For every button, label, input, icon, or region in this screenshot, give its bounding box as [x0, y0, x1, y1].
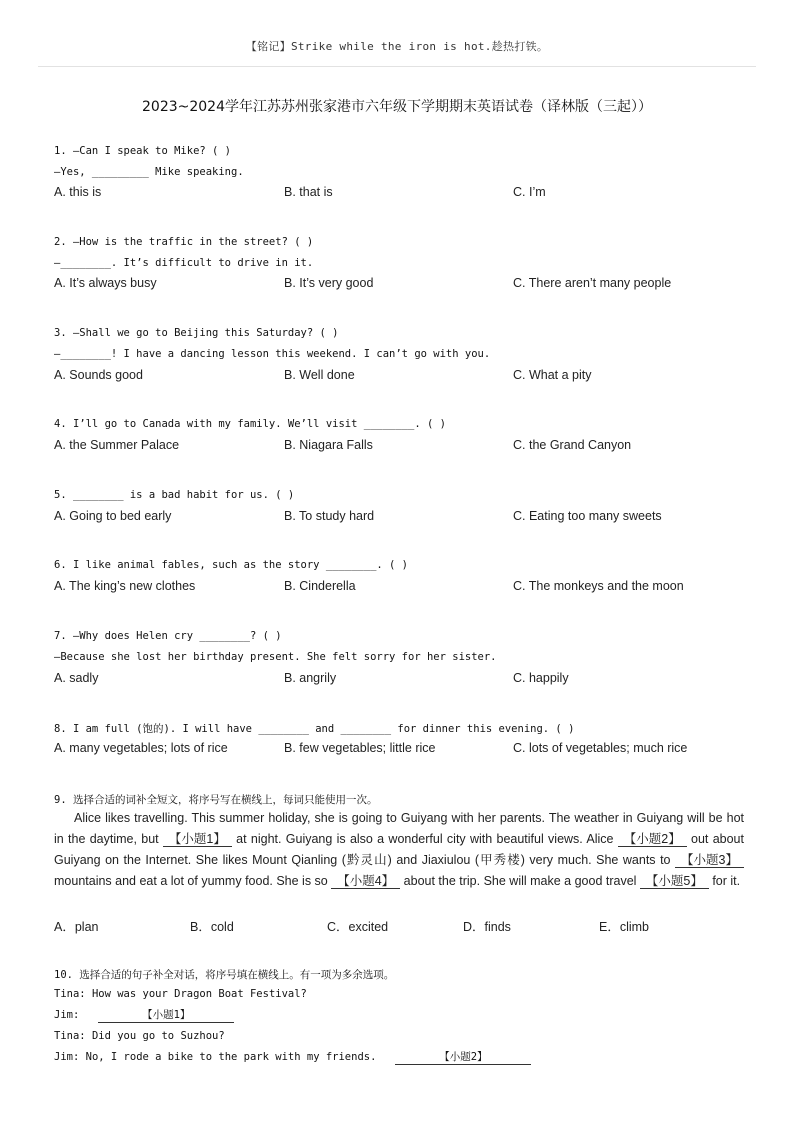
question-8-option-c: C. lots of vegetables; much rice — [513, 741, 688, 755]
question-5-option-c: C. Eating too many sweets — [513, 509, 662, 523]
question-2-option-b: B. It’s very good — [284, 276, 374, 290]
question-1-option-a: A. this is — [54, 185, 102, 199]
question-9-option-c: C．excited — [327, 920, 389, 934]
question-3-option-a: A. Sounds good — [54, 368, 143, 382]
dialogue-speaker: Jim: — [54, 1051, 80, 1063]
question-4-option-a: A. the Summer Palace — [54, 438, 180, 452]
question-8-option-b: B. few vegetables; little rice — [284, 741, 436, 755]
question-9-option-d: D．finds — [463, 920, 511, 934]
question-5-option-b: B. To study hard — [284, 509, 375, 523]
question-6-option-a: A. The king’s new clothes — [54, 579, 196, 593]
dialogue-line-4 — [54, 1051, 531, 1065]
question-1-stem: 1. —Can I speak to Mike? ( ) — [54, 145, 232, 157]
question-9-option-a: A．plan — [54, 920, 99, 934]
dialogue-blank-2[interactable]: 【小题2】 — [395, 1051, 531, 1065]
question-1-option-c: C. I’m — [513, 185, 546, 199]
passage-segment: for it. — [708, 874, 741, 888]
question-9-passage — [54, 808, 744, 892]
question-2-line2: —________. It’s difficult to drive in it. — [54, 257, 314, 269]
passage-blank-5[interactable]: 【小题5】 — [640, 874, 709, 889]
question-9-instruction: 9. 选择合适的词补全短文，将序号写在横线上，每词只能使用一次。 — [54, 794, 378, 806]
question-7-option-b: B. angrily — [284, 671, 337, 685]
question-1-option-b: B. that is — [284, 185, 333, 199]
passage-blank-1[interactable]: 【小题1】 — [163, 832, 232, 847]
passage-segment: out about Guiyang on the Internet. She likes Mount Qianling (黔灵山) and Jiaxiulou (甲秀楼) very much. She wants to — [54, 832, 744, 867]
question-5-stem: 5. ________ is a bad habit for us. ( ) — [54, 489, 295, 501]
passage-segment: mountains and eat a lot of yummy food. She is so — [54, 874, 332, 888]
passage-segment: Alice likes travelling. This summer holiday, she is going to Guiyang with her parents. The weather in Guiyang will be hot in the daytime, but — [54, 811, 744, 846]
question-1-line2: —Yes, _________ Mike speaking. — [54, 166, 244, 178]
dialogue-text: No, I rode a bike to the park with my friends. — [85, 1051, 377, 1063]
question-3-line2: —________! I have a dancing lesson this weekend. I can’t go with you. — [54, 348, 491, 360]
dialogue-speaker: Jim: — [54, 1009, 80, 1021]
question-7-option-a: A. sadly — [54, 671, 99, 685]
dialogue-text: Did you go to Suzhou? — [91, 1030, 225, 1042]
header-divider — [38, 66, 756, 67]
question-8-option-a: A. many vegetables; lots of rice — [54, 741, 228, 755]
question-2-option-c: C. There aren’t many people — [513, 276, 672, 290]
dialogue-speaker: Tina: — [54, 988, 86, 1000]
passage-segment: about the trip. She will make a good travel — [400, 874, 640, 888]
passage-blank-2[interactable]: 【小题2】 — [618, 832, 687, 847]
dialogue-line-1 — [54, 988, 307, 1000]
question-4-stem: 4. I’ll go to Canada with my family. We’ll visit ________. ( ) — [54, 418, 446, 430]
question-7-option-c: C. happily — [513, 671, 569, 685]
question-9-option-e: E．climb — [599, 920, 650, 934]
dialogue-line-2 — [54, 1009, 234, 1023]
question-4-option-c: C. the Grand Canyon — [513, 438, 632, 452]
question-4-option-b: B. Niagara Falls — [284, 438, 373, 452]
question-7-line2: —Because she lost her birthday present. She felt sorry for her sister. — [54, 651, 497, 663]
question-6-option-b: B. Cinderella — [284, 579, 356, 593]
dialogue-blank-1[interactable]: 【小题1】 — [98, 1009, 234, 1023]
question-8-stem: 8. I am full (饱的). I will have ________ and ________ for dinner this evening. ( ) — [54, 723, 575, 735]
question-5-option-a: A. Going to bed early — [54, 509, 172, 523]
question-2-stem: 2. —How is the traffic in the street? ( ) — [54, 236, 314, 248]
dialogue-speaker: Tina: — [54, 1030, 86, 1042]
question-10-instruction: 10. 选择合适的句子补全对话，将序号填在横线上。有一项为多余选项。 — [54, 969, 395, 981]
question-2-option-a: A. It’s always busy — [54, 276, 157, 290]
question-9-option-b: B．cold — [190, 920, 234, 934]
question-6-stem: 6. I like animal fables, such as the story ________. ( ) — [54, 559, 409, 571]
question-3-stem: 3. —Shall we go to Beijing this Saturday? ( ) — [54, 327, 339, 339]
question-3-option-b: B. Well done — [284, 368, 355, 382]
dialogue-line-3 — [54, 1030, 225, 1042]
exam-title: 2023~2024学年江苏苏州张家港市六年级下学期期末英语试卷（译林版（三起）） — [142, 99, 652, 115]
passage-blank-3[interactable]: 【小题3】 — [675, 853, 744, 868]
header-motto: 【铭记】Strike while the iron is hot.趁热打铁。 — [245, 40, 549, 53]
dialogue-text: How was your Dragon Boat Festival? — [91, 988, 307, 1000]
question-6-option-c: C. The monkeys and the moon — [513, 579, 684, 593]
question-7-stem: 7. —Why does Helen cry ________? ( ) — [54, 630, 282, 642]
question-3-option-c: C. What a pity — [513, 368, 592, 382]
passage-segment: at night. Guiyang is also a wonderful city with beautiful views. Alice — [231, 832, 618, 846]
passage-blank-4[interactable]: 【小题4】 — [331, 874, 400, 889]
